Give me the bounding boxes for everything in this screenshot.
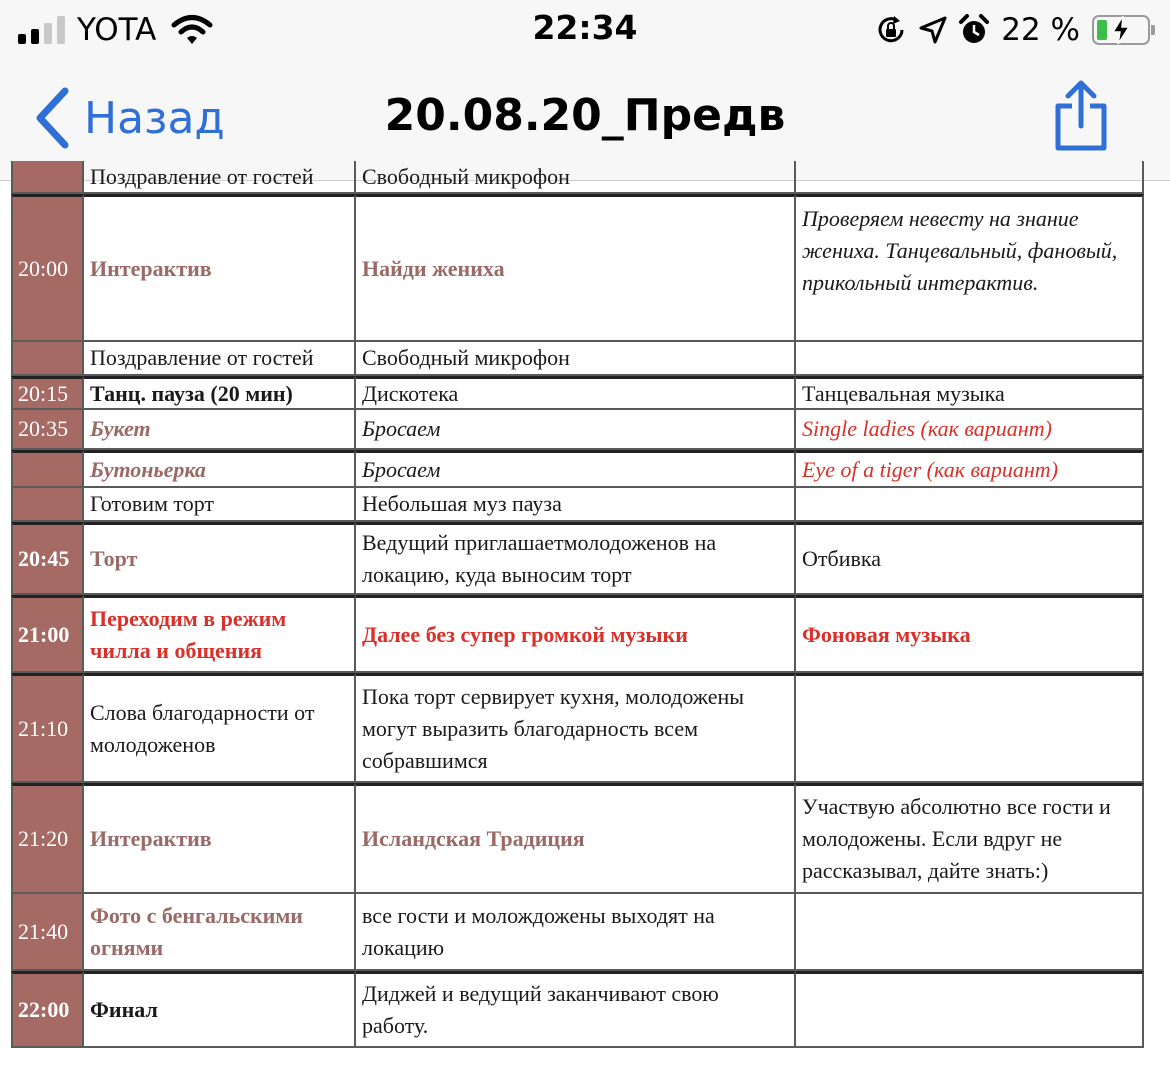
description-cell: Ведущий приглашаетмолодоженов на локацию, куда выносим торт (356, 522, 796, 595)
table-row (11, 376, 1144, 410)
table-row (11, 894, 1144, 971)
battery-percentage: 22 % (1001, 12, 1080, 48)
note-cell (796, 971, 1144, 1048)
table-row (11, 971, 1144, 1048)
event-cell: Бутоньерка (84, 450, 356, 488)
share-icon (1052, 80, 1110, 152)
time-cell: 21:10 (11, 673, 84, 783)
description-cell: Исландская Традиция (356, 783, 796, 894)
table-row (11, 450, 1144, 488)
table-row (11, 783, 1144, 894)
page-title: 20.08.20_Предв (384, 90, 786, 141)
table-row (11, 673, 1144, 783)
time-cell: 20:15 (11, 376, 84, 410)
battery-icon (1092, 15, 1150, 45)
event-cell: Слова благодарности от молодоженов (84, 673, 356, 783)
status-right (875, 8, 1150, 52)
note-cell: Танцевальная музыка (796, 376, 1144, 410)
note-cell (796, 673, 1144, 783)
table-row (11, 194, 1144, 342)
table-row (11, 522, 1144, 595)
description-cell: Свободный микрофон (356, 342, 796, 376)
status-bar (0, 0, 1170, 62)
orientation-lock-icon (875, 14, 907, 46)
event-cell: Интерактив (84, 194, 356, 342)
event-cell: Торт (84, 522, 356, 595)
event-cell: Фото с бенгальскими огнями (84, 894, 356, 971)
note-cell: Проверяем невесту на знание жениха. Танцевальный, фановый, прикольный интерактив. (796, 194, 1144, 342)
table-row (11, 161, 1144, 194)
description-cell: Диджей и ведущий заканчивают свою работу. (356, 971, 796, 1048)
event-cell: Букет (84, 410, 356, 450)
carrier-name: YOTA (77, 12, 157, 48)
time-cell: 21:20 (11, 783, 84, 894)
description-cell: Найди жениха (356, 194, 796, 342)
location-icon (919, 16, 947, 44)
back-label: Назад (84, 92, 225, 144)
table-row (11, 410, 1144, 450)
time-cell: 20:45 (11, 522, 84, 595)
description-cell: Бросаем (356, 450, 796, 488)
document-view[interactable] (0, 163, 1170, 1074)
note-cell: Eye of a tiger (как вариант) (796, 450, 1144, 488)
description-cell: Бросаем (356, 410, 796, 450)
time-cell: 20:35 (11, 410, 84, 450)
status-time: 22:34 (532, 8, 638, 47)
event-cell: Финал (84, 971, 356, 1048)
event-cell: Поздравление от гостей (84, 342, 356, 376)
time-cell: 20:00 (11, 194, 84, 342)
event-cell: Танц. пауза (20 мин) (84, 376, 356, 410)
table-row (11, 488, 1144, 522)
time-cell (11, 342, 84, 376)
note-cell (796, 342, 1144, 376)
note-cell (796, 488, 1144, 522)
note-cell (796, 894, 1144, 971)
event-cell: Переходим в режим чилла и общения (84, 595, 356, 673)
alarm-icon (959, 14, 989, 46)
description-cell: Небольшая муз пауза (356, 488, 796, 522)
event-cell: Интерактив (84, 783, 356, 894)
event-cell: Поздравление от гостей (84, 161, 356, 194)
note-cell: Single ladies (как вариант) (796, 410, 1144, 450)
description-cell: Пока торт сервирует кухня, молодожены могут выразить благодарность всем собравшимся (356, 673, 796, 783)
description-cell: Далее без супер громкой музыки (356, 595, 796, 673)
table-row (11, 342, 1144, 376)
description-cell: Дискотека (356, 376, 796, 410)
table-row (11, 595, 1144, 673)
description-cell: Свободный микрофон (356, 161, 796, 194)
note-cell: Отбивка (796, 522, 1144, 595)
share-button[interactable] (1052, 80, 1110, 156)
time-cell: 22:00 (11, 971, 84, 1048)
description-cell: все гости и молождожены выходят на локацию (356, 894, 796, 971)
time-cell (11, 161, 84, 194)
note-cell: Фоновая музыка (796, 595, 1144, 673)
note-cell (796, 161, 1144, 194)
time-cell (11, 450, 84, 488)
note-cell: Участвую абсолютно все гости и молодожены. Если вдруг не рассказывал, дайте знать:) (796, 783, 1144, 894)
time-cell: 21:40 (11, 894, 84, 971)
time-cell: 21:00 (11, 595, 84, 673)
time-cell (11, 488, 84, 522)
event-cell: Готовим торт (84, 488, 356, 522)
